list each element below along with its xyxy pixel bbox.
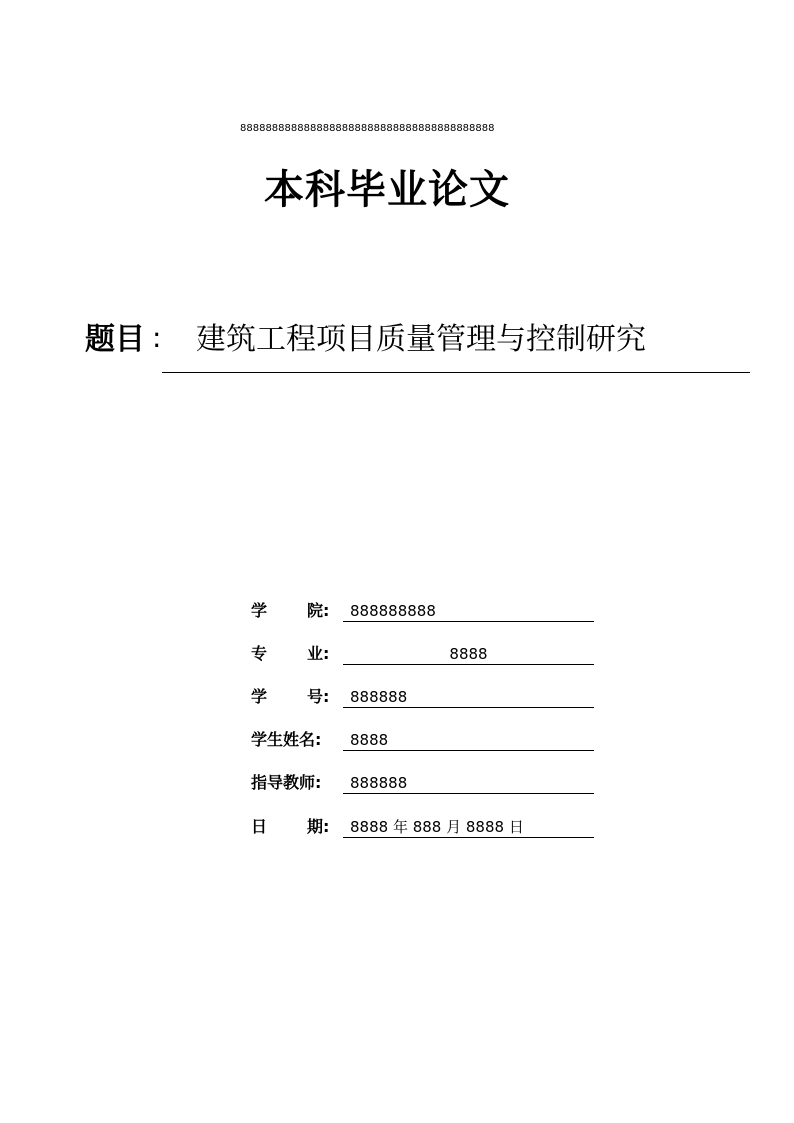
student-id-row [251,686,594,710]
advisor-label: 指导教师: [251,773,322,792]
advisor-row [251,772,594,796]
date-field: 8888 年 888 月 8888 日 [343,816,594,838]
document-title: 本科毕业论文 [264,166,510,213]
major-label-a: 专 [251,644,268,663]
student-name-label: 学生姓名: [251,730,322,749]
college-row [251,600,594,624]
student-id-label-a: 学 [251,687,268,706]
header-code: 8888888888888888888888888888888888888888 [240,123,495,134]
major-row [251,643,594,667]
date-label-b: 期: [307,817,330,836]
thesis-topic: 建筑工程项目质量管理与控制研究 [196,322,646,357]
student-id-label-b: 号: [307,687,330,706]
student-name-row [251,729,594,753]
college-label-b: 院: [307,601,330,620]
topic-underline [162,372,750,373]
date-label-a: 日 [251,817,268,836]
advisor-field: 888888 [343,772,594,794]
date-row [251,816,594,840]
college-label-a: 学 [251,601,268,620]
major-field: 8888 [343,643,594,665]
college-field: 888888888 [343,600,594,622]
major-label-b: 业: [307,644,330,663]
student-name-field: 8888 [343,729,594,751]
topic-colon: : [152,321,162,354]
topic-label: 题目 [85,322,145,357]
student-id-field: 888888 [343,686,594,708]
